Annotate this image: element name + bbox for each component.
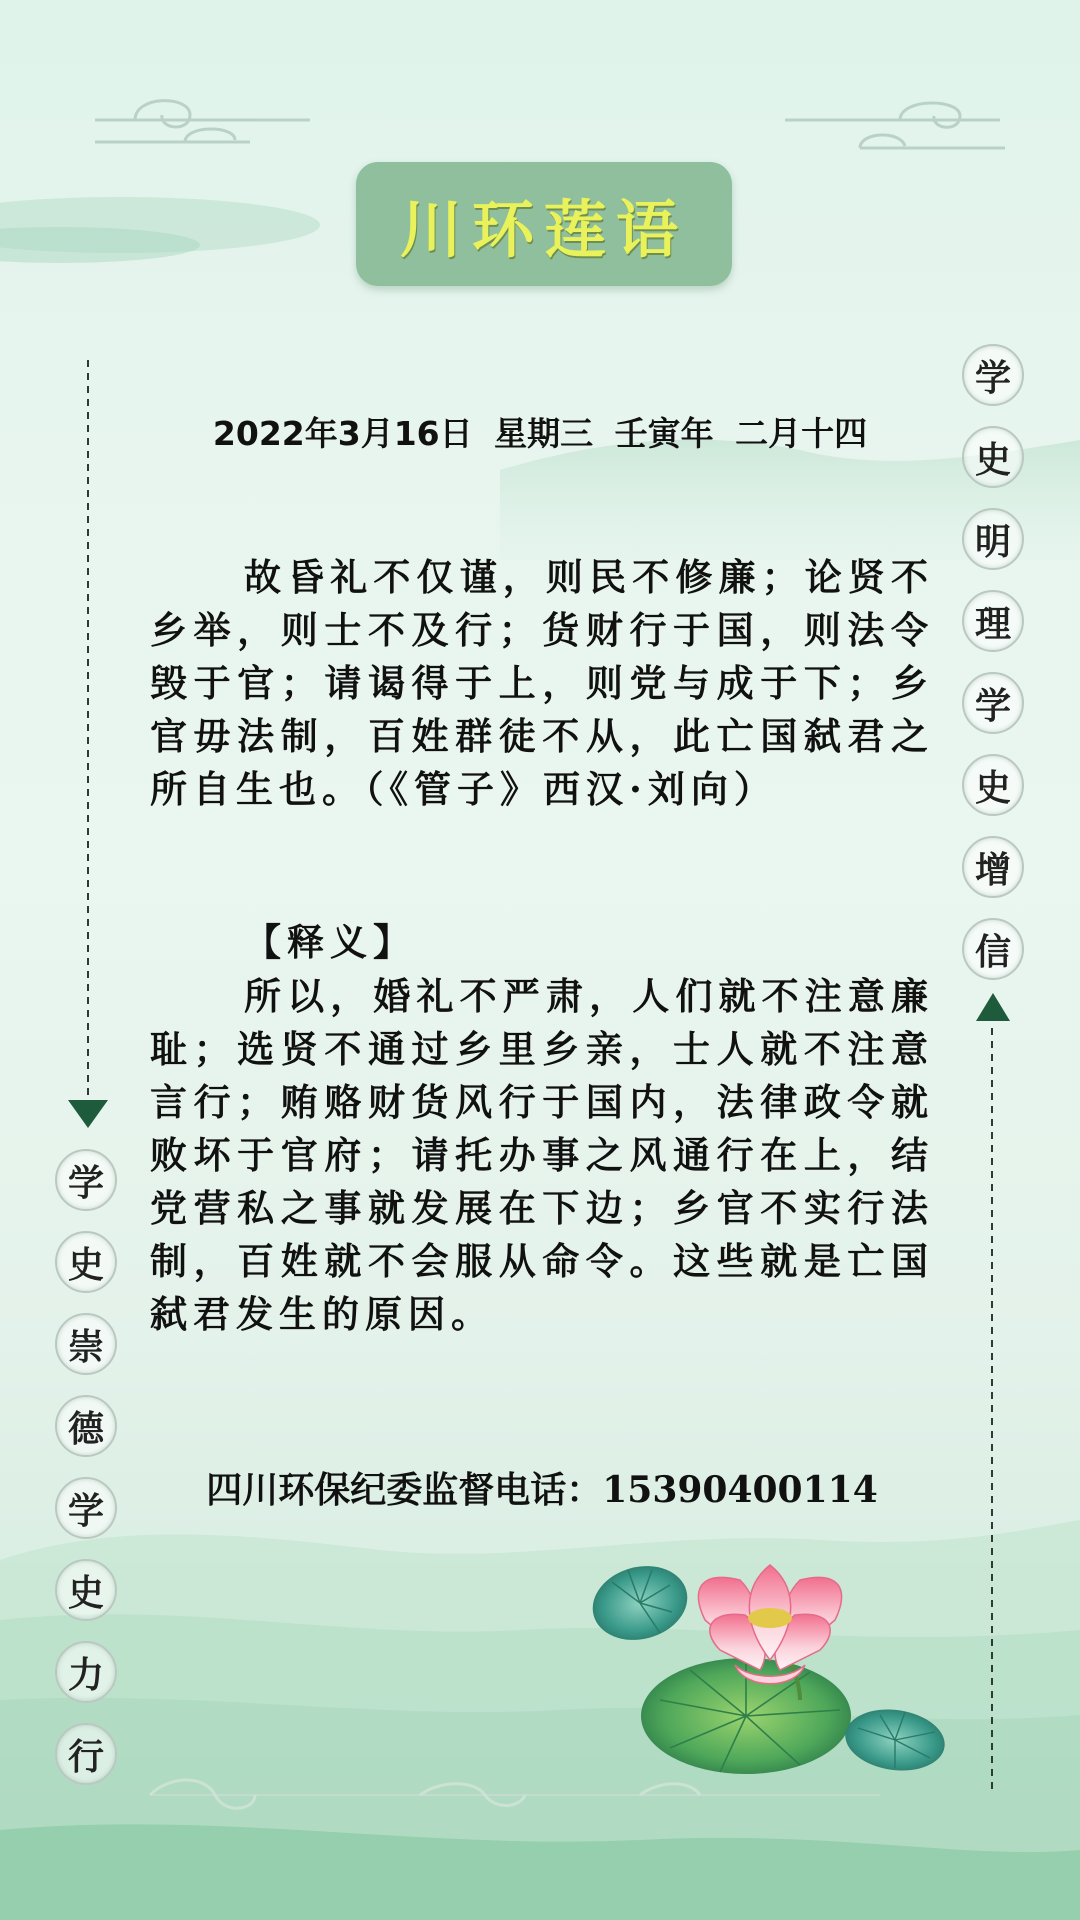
slogan-char: 学 xyxy=(962,344,1024,406)
slogan-char: 明 xyxy=(962,508,1024,570)
left-slogan-column xyxy=(55,1149,117,1785)
slogan-char: 史 xyxy=(55,1559,117,1621)
page-title: 川环莲语 xyxy=(399,192,688,266)
arrow-up-icon xyxy=(976,993,1010,1021)
slogan-char: 史 xyxy=(962,754,1024,816)
arrow-down-icon xyxy=(68,1100,108,1128)
slogan-char: 行 xyxy=(55,1723,117,1785)
slogan-char: 增 xyxy=(962,836,1024,898)
title-banner xyxy=(356,162,732,286)
slogan-char: 史 xyxy=(962,426,1024,488)
cloud-swirl-left-icon xyxy=(95,101,310,142)
slogan-char: 崇 xyxy=(55,1313,117,1375)
slogan-char: 学 xyxy=(55,1477,117,1539)
cloud-swirl-right-icon xyxy=(785,103,1005,148)
interpretation-heading: 【释义】 xyxy=(244,920,416,964)
right-slogan-column xyxy=(962,344,1024,980)
classical-quote: 故昏礼不仅谨，则民不修廉；论贤不乡举，则士不及行；货财行于国，则法令毁于官；请谒得于上，则党与成于下；乡官毋法制，百姓群徒不从，此亡国弑君之所自生也。（《管子》西汉·刘向） xyxy=(150,555,934,811)
slogan-char: 学 xyxy=(962,672,1024,734)
slogan-char: 力 xyxy=(55,1641,117,1703)
interpretation-text: 所以，婚礼不严肃，人们就不注意廉耻；选贤不通过乡里乡亲，士人就不注意言行；贿赂财货风行于国内，法律政令就败坏于官府；请托办事之风通行在上，结党营私之事就发展在下边；乡官不实行法制，百姓就不会服从命令。这些就是亡国弑君发生的原因。 xyxy=(150,974,934,1336)
slogan-char: 德 xyxy=(55,1395,117,1457)
supervision-hotline: 四川环保纪委监督电话：15390400114 xyxy=(206,1469,878,1511)
slogan-char: 学 xyxy=(55,1149,117,1211)
slogan-char: 理 xyxy=(962,590,1024,652)
slogan-char: 史 xyxy=(55,1231,117,1293)
date-line: 2022年3月16日 星期三 壬寅年 二月十四 xyxy=(212,414,868,453)
slogan-char: 信 xyxy=(962,918,1024,980)
